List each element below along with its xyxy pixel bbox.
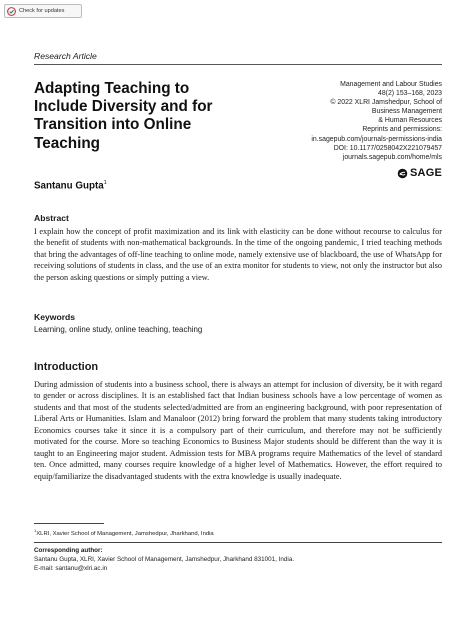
author-name	[34, 180, 107, 191]
footnote-divider	[34, 523, 104, 524]
journal-permissions-link[interactable]: in.sagepub.com/journals-permissions-india	[311, 135, 442, 143]
publisher-name: SAGE	[410, 167, 442, 179]
header-divider	[34, 64, 442, 65]
introduction-text: During admission of students into a business school, there is always an attempt for inclusion of diversity, be it with regard to gender or across disciplines. It is an established fact that Indian business schools have a low percentage of women as students and that most of the students selected/admitted are from an engineering background, with poor representation of Liberal Arts or Humanities. Islam and Manaloor (2012) bring forward the problem that many students taking introductory Economics courses take it since it is a compulsory part of their curriculum, and therefore may not be sufficiently motivated for the course. More so teaching Economics to Business Major students should be different than the way it is taught to an Engineering major student. Admission tests for MBA programs require Mathematics of the level of standard ten. Once admitted, many courses require knowledge of a higher level of Mathematics. However, the effort required to equip/familiarize the disadvantaged students with the extra knowledge is usually inadequate.	[34, 380, 442, 481]
abstract-heading: Abstract	[34, 213, 69, 223]
corresponding-heading: Corresponding author:	[34, 547, 103, 554]
author-affiliation-mark: 1	[103, 180, 107, 186]
article-type: Research Article	[34, 51, 97, 61]
introduction-heading: Introduction	[34, 361, 99, 373]
check-for-updates-badge[interactable]	[4, 4, 82, 18]
corresponding-address: Santanu Gupta, XLRI, Xavier School of Management, Jamshedpur, Jharkhand 831001, India.	[34, 556, 295, 563]
journal-reprints: Reprints and permissions:	[362, 126, 442, 134]
footnote-mark: 1	[34, 528, 37, 533]
keywords-heading: Keywords	[34, 312, 76, 322]
journal-copyright: © 2022 XLRI Jamshedpur, School of	[330, 99, 442, 107]
journal-info	[286, 80, 442, 162]
journal-volume: 48(2) 153–168, 2023	[378, 90, 442, 98]
article-title: Adapting Teaching to Include Diversity and for Transition into Online Teaching	[34, 80, 213, 152]
journal-copyright-line-3: & Human Resources	[378, 117, 442, 125]
sage-logo	[397, 167, 442, 179]
journal-homepage-link[interactable]: journals.sagepub.com/home/mls	[342, 153, 442, 161]
check-updates-icon	[7, 7, 16, 16]
corresponding-email[interactable]: E-mail: santanu@xlri.ac.in	[34, 565, 108, 572]
footnote-affiliation	[34, 528, 214, 537]
keywords-text: Learning, online study, online teaching, teaching	[34, 325, 203, 334]
journal-copyright-line-2: Business Management	[371, 108, 442, 116]
abstract-text: I explain how the concept of profit maximization and its link with elasticity can be done without recourse to calculus for the benefit of students with non-mathematical backgrounds. In the time of the ongoing pandemic, I tried teaching methods that bring the advantages of off-line teaching to online mode, namely extensive use of blackboard, the use of WhatsApp for receiving solutions of students in class, and the use of an extra monitor for students to view, not only the instructor but also the person asking questions or simply putting a view.	[34, 227, 442, 282]
check-updates-label: Check for updates	[19, 8, 65, 14]
corresponding-divider	[34, 542, 442, 543]
journal-doi[interactable]: DOI: 10.1177/0258042X221079457	[333, 144, 442, 152]
journal-name: Management and Labour Studies	[340, 81, 442, 88]
sage-swirl-icon	[397, 168, 408, 179]
footnote-text: XLRI, Xavier School of Management, Jamshedpur, Jharkhand, India	[36, 530, 214, 537]
author-name-text: Santanu Gupta	[34, 180, 104, 192]
